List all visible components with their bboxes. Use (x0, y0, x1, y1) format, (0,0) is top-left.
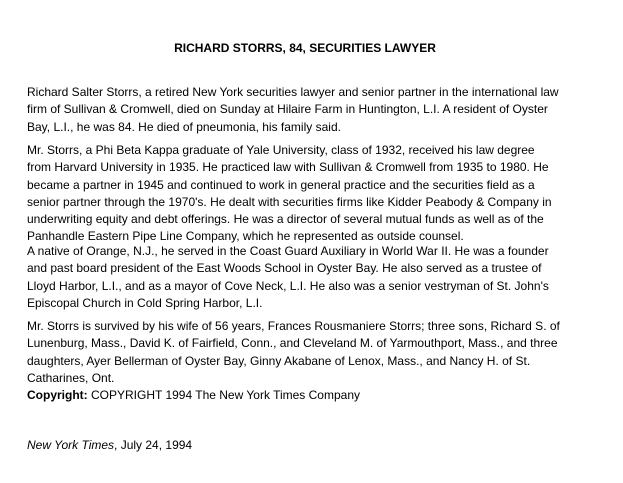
source-date: , July 24, 1994 (114, 438, 193, 452)
paragraph-line: Richard Salter Storrs, a retired New York securities lawyer and senior partner in the international law (27, 85, 559, 99)
article-paragraph (27, 243, 609, 312)
source-citation (27, 437, 192, 454)
paragraph-line: and past board president of the East Woods School in Oyster Bay. He also served as a trustee of (27, 261, 542, 276)
paragraph-line: senior partner through the 1970's. He dealt with securities firms like Kidder Peabody & Company in (27, 194, 552, 209)
copyright-text: COPYRIGHT 1994 The New York Times Company (87, 388, 360, 402)
copyright-notice (27, 387, 360, 404)
paragraph-line: Bay, L.I., he was 84. He died of pneumonia, his family said. (27, 119, 341, 134)
paragraph-line: Mr. Storrs is survived by his wife of 56 years, Frances Rousmaniere Storrs; three sons, Richard S. of (27, 319, 560, 333)
source-publication: New York Times (27, 438, 115, 452)
article-headline: RICHARD STORRS, 84, SECURITIES LAWYER (174, 41, 436, 55)
paragraph-line: A native of Orange, N.J., he served in the Coast Guard Auxiliary in World War II. He was a founder (27, 244, 549, 258)
paragraph-line: Panhandle Eastern Pipe Line Company, which he represented as outside counsel. (27, 229, 464, 244)
article-paragraph (27, 84, 609, 136)
paragraph-line: from Harvard University in 1935. He practiced law with Sullivan & Cromwell from 1935 to 1980. He (27, 160, 549, 175)
paragraph-line: Episcopal Church in Cold Spring Harbor, L.I. (27, 295, 263, 310)
paragraph-line: firm of Sullivan & Cromwell, died on Sunday at Hilaire Farm in Huntington, L.I. A resident of Oyster (27, 102, 548, 117)
paragraph-line: Lloyd Harbor, L.I., and as a mayor of Cove Neck, L.I. He also was a senior vestryman of St. John's (27, 278, 549, 293)
copyright-label: Copyright: (27, 388, 88, 402)
paragraph-line: underwriting equity and debt offerings. He was a director of several mutual funds as well as of the (27, 212, 544, 227)
article-paragraph (27, 142, 609, 246)
article-paragraph (27, 318, 609, 387)
paragraph-line: became a partner in 1945 and continued to work in general practice and the securities field as a (27, 177, 535, 192)
paragraph-line: Catharines, Ont. (27, 370, 115, 385)
paragraph-line: Lunenburg, Mass., David K. of Fairfield, Conn., and Cleveland M. of Yarmouthport, Mass., and three (27, 336, 558, 351)
paragraph-line: daughters, Ayer Bellerman of Oyster Bay, Ginny Akabane of Lenox, Mass., and Nancy H. of St. (27, 353, 531, 368)
paragraph-line: Mr. Storrs, a Phi Beta Kappa graduate of Yale University, class of 1932, received his law degree (27, 143, 535, 157)
